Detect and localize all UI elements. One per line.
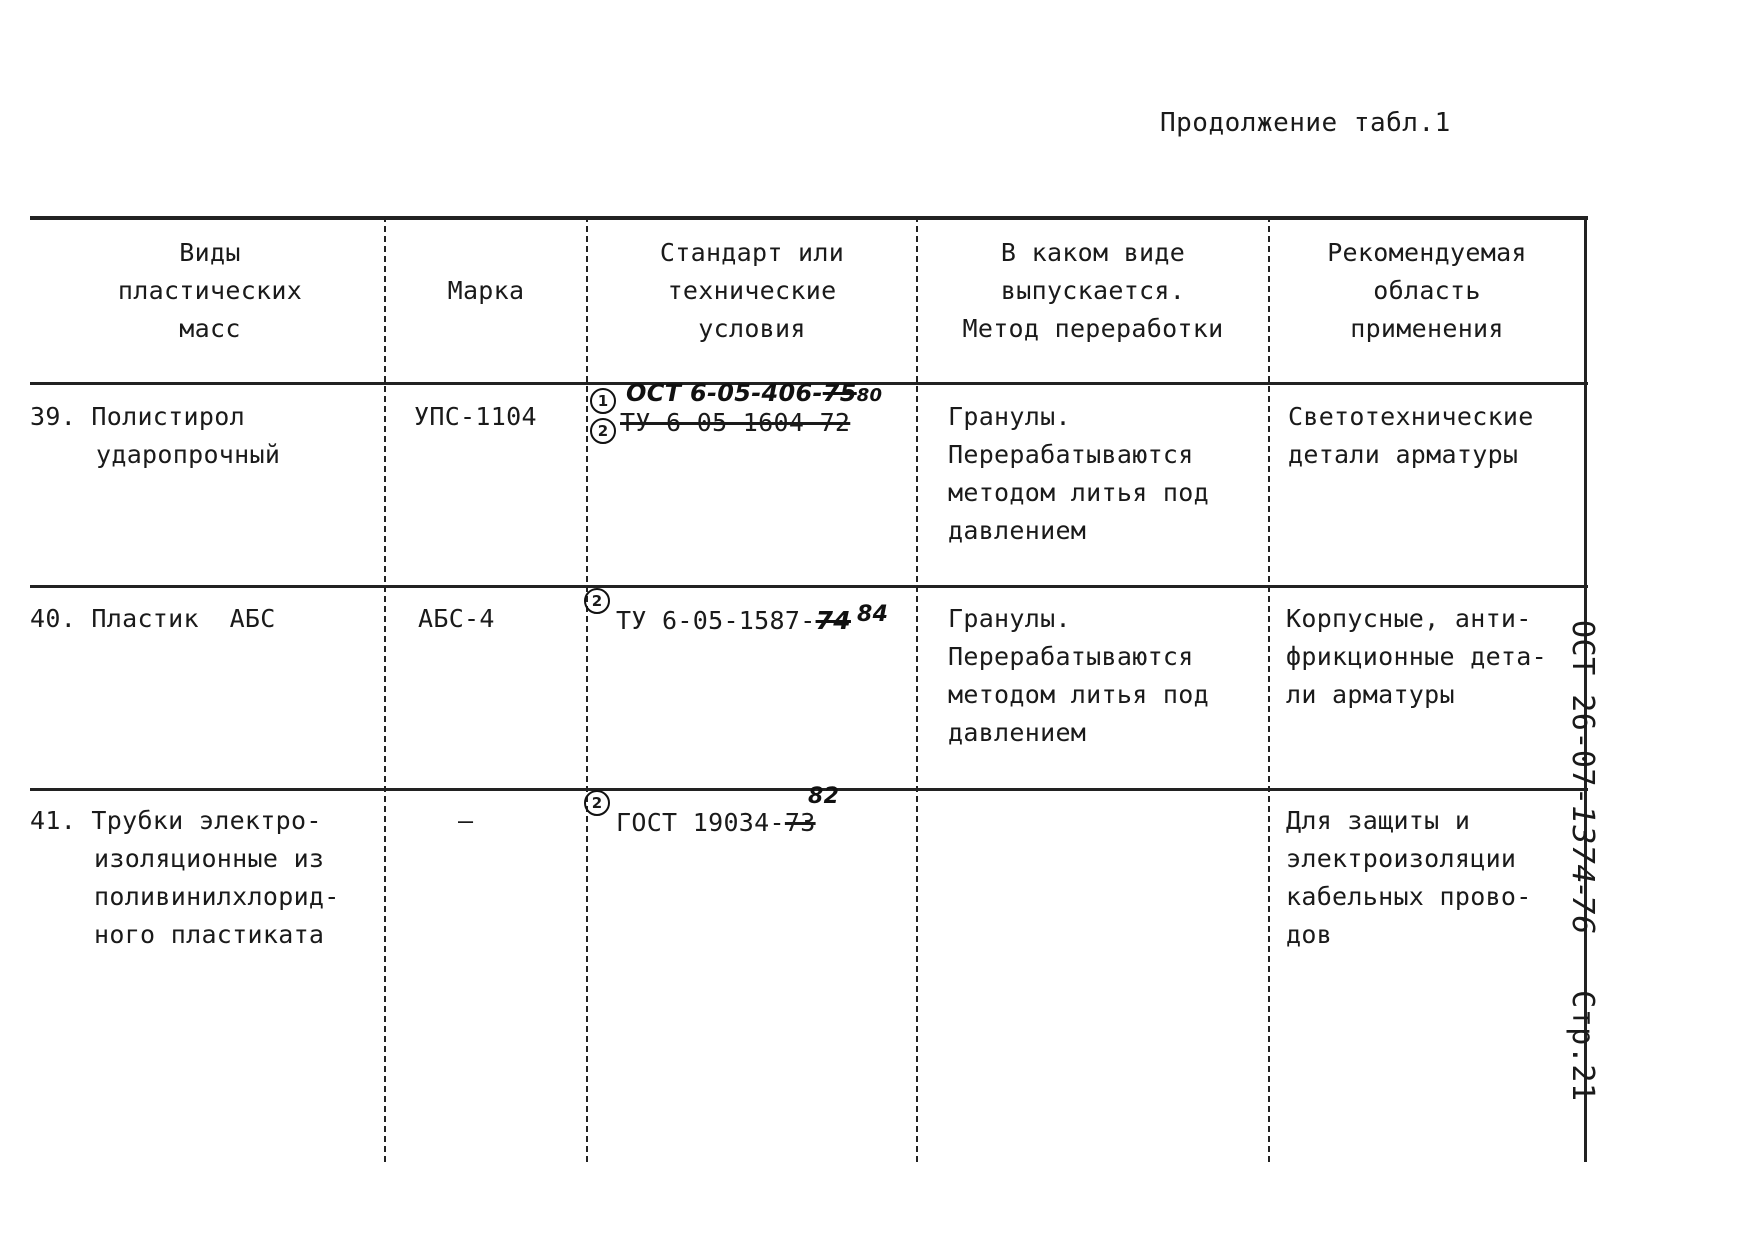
row-41-application: Для защиты и электроизоляции кабельных прово- дов [1286,806,1532,949]
row-41-brand: — [458,806,474,835]
row-39-form: Гранулы. Перерабатываются методом литья под давлением [948,402,1209,545]
row-39-application: Светотехнические детали арматуры [1288,402,1534,469]
header-form: В каком виде выпускается. Метод переработки [962,238,1224,343]
document-side-stamp: ОСТ 26-07-1374-76 Стр.21 [1565,620,1600,1102]
table-top-rule [30,216,1588,220]
row-39-standard-new: ОСТ 6-05-406-7580 [626,379,883,407]
row-39-brand: УПС-1104 [414,402,537,431]
row-40-type: 40. Пластик АБС [30,604,276,633]
row-39-change-mark-1: 1 [590,388,616,414]
row-39-type: 39. Полистирол ударопрочный [30,402,281,469]
continuation-label: Продолжение табл.1 [1160,108,1451,138]
row-39-standard-old: ТУ 6-05-1604-72 [620,408,851,437]
header-brand: Марка [447,276,525,305]
row-41-standard: ГОСТ 19034-73 [616,808,816,837]
header-application: Рекомендуемая область применения [1327,238,1527,343]
row-39-change-mark-2: 2 [590,418,616,444]
col-divider-3 [916,216,918,1162]
row-40-change-mark: 2 [584,588,610,614]
row-41-standard-year: 82 [808,784,840,809]
row-39-bottom-rule [30,585,1588,588]
header-standard: Стандарт или технические условия [659,238,845,343]
row-40-brand: АБС-4 [418,604,495,633]
row-40-application: Корпусные, анти- фрикционные дета- ли арматуры [1286,604,1547,709]
header-type: Виды пластических масс [117,238,303,343]
col-divider-1 [384,216,386,1162]
row-40-form: Гранулы. Перерабатываются методом литья под давлением [948,604,1209,747]
row-41-type: 41. Трубки электро- изоляционные из поливинилхлорид- ного пластиката [30,806,340,949]
col-divider-4 [1268,216,1270,1162]
row-41-change-mark: 2 [584,790,610,816]
row-40-standard: ТУ 6-05-1587-74 84 [616,602,889,635]
col-divider-2 [586,216,588,1162]
